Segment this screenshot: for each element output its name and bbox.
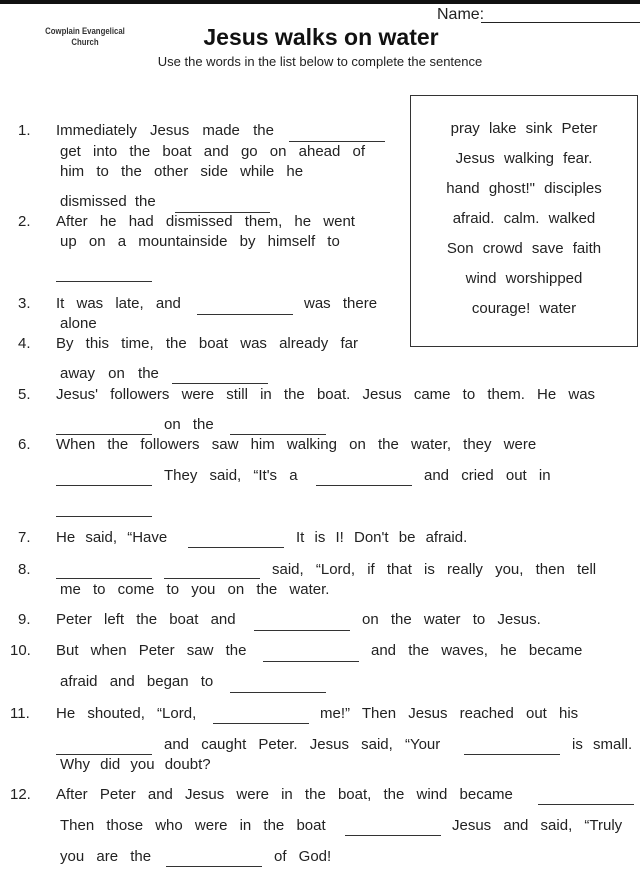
question-number: 5. — [18, 386, 31, 403]
answer-blank[interactable] — [213, 723, 309, 724]
question-text: was there — [304, 295, 378, 312]
word-bank-row: hand ghost!" disciples — [446, 180, 602, 197]
title-text: Jesus walks on water — [203, 24, 439, 50]
answer-blank[interactable] — [188, 547, 284, 548]
word-bank-row: afraid. calm. walked — [452, 210, 596, 227]
question-number: 4. — [18, 335, 31, 352]
name-input-line[interactable] — [481, 22, 640, 23]
question-text: and the waves, he became — [371, 642, 583, 659]
word-bank-row: Jesus walking fear. — [455, 150, 593, 167]
answer-blank[interactable] — [464, 754, 560, 755]
answer-blank[interactable] — [166, 866, 262, 867]
question-text: up on a mountainside by himself to — [60, 233, 340, 250]
top-border — [0, 0, 640, 4]
question-number: 3. — [18, 295, 31, 312]
question-text: dismissed the — [60, 193, 156, 210]
answer-blank[interactable] — [56, 485, 152, 486]
question-text: He shouted, “Lord, — [56, 705, 197, 722]
question-text: is small. — [572, 736, 633, 753]
question-text: After Peter and Jesus were in the boat, the wind became — [56, 786, 513, 803]
question-text: It is I! Don't be afraid. — [296, 529, 468, 546]
question-number: 7. — [18, 529, 31, 546]
worksheet-title — [0, 24, 640, 51]
question-number: 10. — [10, 642, 31, 659]
church-name: Cowplain Evangelical Church — [45, 26, 125, 48]
answer-blank[interactable] — [56, 281, 152, 282]
question-text: afraid and began to — [60, 673, 214, 690]
name-label: Name: — [437, 6, 485, 23]
question-number: 9. — [18, 611, 31, 628]
word-bank-row: wind worshipped — [465, 270, 583, 287]
question-text: It was late, and — [56, 295, 181, 312]
question-number: 11. — [10, 705, 30, 722]
question-text: me to come to you on the water. — [60, 581, 330, 598]
question-text: Then those who were in the boat — [60, 817, 326, 834]
question-text: Jesus' followers were still in the boat. Jesus came to them. He was — [56, 386, 596, 403]
answer-blank[interactable] — [289, 141, 385, 142]
answer-blank[interactable] — [254, 630, 350, 631]
word-bank — [410, 95, 638, 347]
answer-blank[interactable] — [56, 754, 152, 755]
question-text: and caught Peter. Jesus said, “Your — [164, 736, 441, 753]
answer-blank[interactable] — [197, 314, 293, 315]
question-text: But when Peter saw the — [56, 642, 247, 659]
question-text: on the — [164, 416, 214, 433]
answer-blank[interactable] — [56, 434, 152, 435]
question-text: said, “Lord, if that is really you, then tell — [272, 561, 597, 578]
question-text: They said, “It's a — [164, 467, 298, 484]
answer-blank[interactable] — [230, 434, 326, 435]
answer-blank[interactable] — [538, 804, 634, 805]
question-number: 2. — [18, 213, 31, 230]
question-number: 1. — [18, 122, 31, 139]
question-text: When the followers saw him walking on the water, they were — [56, 436, 537, 453]
question-text: of God! — [274, 848, 332, 865]
question-text: and cried out in — [424, 467, 551, 484]
answer-blank[interactable] — [263, 661, 359, 662]
question-text: Why did you doubt? — [60, 756, 211, 773]
question-text: Peter left the boat and — [56, 611, 236, 628]
question-number: 12. — [10, 786, 31, 803]
answer-blank[interactable] — [230, 692, 326, 693]
question-text: By this time, the boat was already far — [56, 335, 358, 352]
question-text: He said, “Have — [56, 529, 168, 546]
question-text: get into the boat and go on ahead of — [60, 143, 366, 160]
worksheet-instructions: Use the words in the list below to complete the sentence — [157, 54, 483, 69]
question-text: him to the other side while he — [60, 163, 304, 180]
question-text: on the water to Jesus. — [362, 611, 541, 628]
question-text: away on the — [60, 365, 159, 382]
question-text: After he had dismissed them, he went — [56, 213, 355, 230]
answer-blank[interactable] — [316, 485, 412, 486]
question-text: Jesus and said, “Truly — [452, 817, 623, 834]
question-text: alone — [60, 315, 97, 332]
question-number: 8. — [18, 561, 31, 578]
answer-blank[interactable] — [56, 516, 152, 517]
question-text: me!” Then Jesus reached out his — [320, 705, 579, 722]
question-text: Immediately Jesus made the — [56, 122, 274, 139]
answer-blank[interactable] — [56, 578, 152, 579]
answer-blank[interactable] — [164, 578, 260, 579]
question-text: you are the — [60, 848, 152, 865]
answer-blank[interactable] — [172, 383, 268, 384]
word-bank-row: pray lake sink Peter — [450, 120, 598, 137]
question-number: 6. — [18, 436, 31, 453]
answer-blank[interactable] — [345, 835, 441, 836]
word-bank-row: Son crowd save faith — [446, 240, 602, 257]
word-bank-row: courage! water — [471, 300, 577, 317]
